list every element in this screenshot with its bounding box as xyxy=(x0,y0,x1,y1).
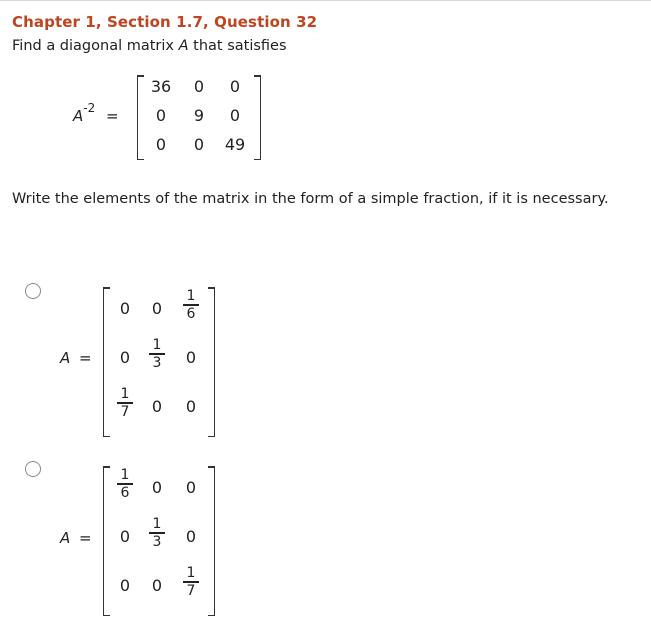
matrix-cell: 0 xyxy=(119,527,131,546)
matrix-cell: 0 xyxy=(185,397,197,416)
fraction-cell xyxy=(115,387,135,419)
fraction-numerator: 1 xyxy=(120,467,130,483)
fraction-cell xyxy=(181,566,201,598)
question-title: Chapter 1, Section 1.7, Question 32 xyxy=(12,13,318,31)
option-2-variable: A xyxy=(60,529,71,547)
option-2-equals: = xyxy=(79,529,92,547)
option-2-matrix xyxy=(103,466,215,616)
fraction-denominator: 7 xyxy=(120,403,130,420)
given-cell: 49 xyxy=(224,135,246,154)
matrix-cell: 0 xyxy=(151,299,163,318)
matrix-cell: 0 xyxy=(151,478,163,497)
instruction-note: Write the elements of the matrix in the form of a simple fraction, if it is necessary. xyxy=(12,191,609,207)
given-cell: 9 xyxy=(193,106,205,125)
matrix-cell: 0 xyxy=(185,478,197,497)
lhs-exponent: -2 xyxy=(83,101,96,115)
fraction-numerator: 1 xyxy=(152,337,162,353)
option-2-radio[interactable] xyxy=(25,461,41,477)
prompt-variable: A xyxy=(178,38,189,54)
fraction-cell xyxy=(147,517,167,549)
question-prompt xyxy=(12,38,287,54)
matrix-cell: 0 xyxy=(151,576,163,595)
matrix-cell: 0 xyxy=(185,348,197,367)
fraction-denominator: 6 xyxy=(186,305,196,322)
prompt-tail: that satisfies xyxy=(193,38,287,54)
lhs-equals: = xyxy=(106,107,119,125)
given-cell: 0 xyxy=(193,77,205,96)
top-divider xyxy=(0,0,651,1)
equation-lhs xyxy=(73,101,119,125)
given-cell: 0 xyxy=(193,135,205,154)
fraction-numerator: 1 xyxy=(120,386,130,402)
fraction-numerator: 1 xyxy=(186,288,196,304)
option-1-label xyxy=(60,349,92,367)
given-cell: 0 xyxy=(155,135,167,154)
fraction-cell xyxy=(147,338,167,370)
given-cell: 0 xyxy=(229,106,241,125)
matrix-cell: 0 xyxy=(119,299,131,318)
given-cell: 0 xyxy=(229,77,241,96)
option-1-equals: = xyxy=(79,349,92,367)
fraction-denominator: 3 xyxy=(152,533,162,550)
option-1-matrix xyxy=(103,287,215,437)
matrix-cell: 0 xyxy=(185,527,197,546)
fraction-cell xyxy=(181,289,201,321)
lhs-variable: A xyxy=(73,107,84,125)
fraction-denominator: 7 xyxy=(186,582,196,599)
given-cell: 0 xyxy=(155,106,167,125)
fraction-denominator: 6 xyxy=(120,484,130,501)
option-1-radio[interactable] xyxy=(25,283,41,299)
given-matrix xyxy=(137,75,261,160)
prompt-text: Find a diagonal matrix xyxy=(12,38,174,54)
option-1-variable: A xyxy=(60,349,71,367)
option-2-label xyxy=(60,529,92,547)
given-cell: 36 xyxy=(150,77,172,96)
fraction-numerator: 1 xyxy=(152,516,162,532)
fraction-cell xyxy=(115,468,135,500)
fraction-numerator: 1 xyxy=(186,565,196,581)
matrix-cell: 0 xyxy=(119,576,131,595)
matrix-cell: 0 xyxy=(119,348,131,367)
matrix-cell: 0 xyxy=(151,397,163,416)
fraction-denominator: 3 xyxy=(152,354,162,371)
